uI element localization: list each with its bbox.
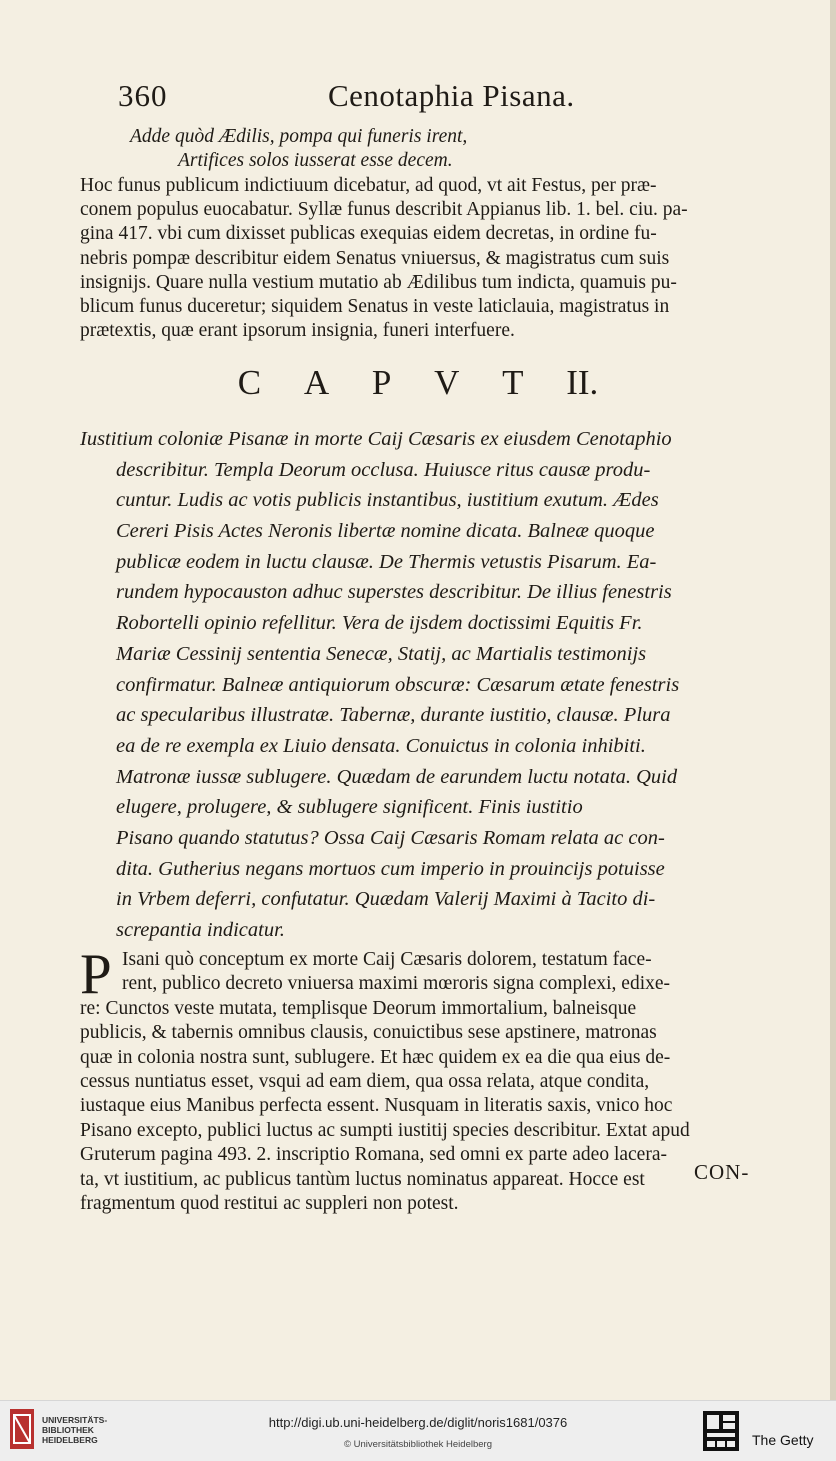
copyright-notice: © Universitätsbibliothek Heidelberg (344, 1439, 492, 1450)
summary-line: confirmatur. Balneæ antiquiorum obscuræ: Cæsarum ætate fenestris (116, 673, 680, 696)
catchword: CON- (694, 1160, 750, 1184)
text-line: ta, vt iustitium, ac publicus tantùm luctus nominatus appareat. Hocce est (80, 1168, 645, 1190)
viewer-footer (0, 1400, 836, 1461)
getty-logo-icon (703, 1411, 739, 1451)
text-line: blicum funus duceretur; siquidem Senatus in veste laticlauia, magistratus in (80, 295, 670, 317)
running-title: Cenotaphia Pisana. (328, 78, 575, 113)
text-line: fragmentum quod restitui ac suppleri non potest. (80, 1192, 459, 1214)
summary-line: ac specularibus illustratæ. Tabernæ, durante iustitio, clausæ. Plura (116, 704, 671, 727)
library-name-line: BIBLIOTHEK (42, 1425, 94, 1435)
text-line: Pisano excepto, publici luctus ac sumpti iustitij species describitur. Extat apud (80, 1119, 690, 1141)
body-paragraph (80, 943, 788, 1216)
summary-line: Pisano quando statutus? Ossa Caij Cæsaris Romam relata ac con- (116, 826, 665, 849)
summary-line: Robortelli opinio refellitur. Vera de ijsdem doctissimi Equitis Fr. (116, 612, 643, 635)
summary-line: Iustitium coloniæ Pisanæ in morte Caij Cæsaris ex eiusdem Cenotaphio (80, 428, 672, 450)
chapter-heading (0, 363, 836, 403)
summary-line: elugere, prolugere, & sublugere significent. Finis iustitio (116, 796, 583, 819)
text-line: nebris pompæ describitur eidem Senatus vniuersus, & magistratus cum suis (80, 247, 670, 269)
summary-line: Matronæ iussæ sublugere. Quædam de earundem luctu notata. Quid (116, 765, 678, 788)
paragraph-1 (80, 174, 786, 343)
summary-line: Cereri Pisis Actes Neronis libertæ nomine dicata. Balneæ quoque (116, 520, 655, 543)
heading-letter: C (237, 363, 262, 402)
text-line: re: Cunctos veste mutata, templisque Deorum immortalium, balneisque (80, 997, 637, 1019)
heading-letter: T (502, 363, 524, 402)
text-line: quæ in colonia nostra sunt, sublugere. Et hæc quidem ex ea die qua eius de- (80, 1046, 671, 1068)
partner-name: The Getty (752, 1432, 814, 1448)
summary-line: ea de re exempla ex Liuio densata. Conuictus in colonia inhibiti. (116, 734, 646, 757)
text-line: prætextis, quæ erant ipsorum insignia, funeri interfuere. (80, 320, 515, 342)
page-number: 360 (118, 78, 168, 113)
heading-letter: II. (566, 363, 599, 402)
summary-line: Mariæ Cessinij sententia Senecæ, Statij, ac Martialis testimonijs (116, 642, 647, 665)
summary-line: describitur. Templa Deorum occlusa. Huiusce ritus causæ produ- (116, 458, 651, 481)
text-line: Hoc funus publicum indictiuum dicebatur, ad quod, vt ait Festus, per præ- (80, 175, 657, 196)
page-header (118, 78, 718, 118)
summary-line: in Vrbem deferri, confutatur. Quædam Valerij Maximi à Tacito di- (116, 888, 656, 911)
page-edge (830, 0, 836, 1400)
text-line: cessus nuntiatus esset, vsqui ad eam diem, qua ossa relata, atque condita, (80, 1070, 650, 1092)
text-line: publicis, & tabernis omnibus clausis, conuictibus sese apstinere, matronas (80, 1022, 657, 1044)
heading-letter: A (303, 363, 330, 402)
text-line: conem populus euocabatur. Syllæ funus describit Appianus lib. 1. bel. ciu. pa- (80, 199, 688, 221)
summary-line: rundem hypocauston adhuc superstes describitur. De illius fenestris (116, 581, 672, 604)
text-line: Gruterum pagina 493. 2. inscriptio Romana, sed omni ex parte adeo lacera- (80, 1144, 667, 1166)
verse-line-2: Artifices solos iusserat esse decem. (178, 150, 453, 171)
library-name-line: UNIVERSITÄTS- (42, 1415, 108, 1425)
verse-line-1: Adde quòd Ædilis, pompa qui funeris irent, (130, 126, 468, 147)
summary-line: dita. Gutherius negans mortuos cum imperio in prouincijs potuisse (116, 857, 665, 880)
summary-line: screpantia indicatur. (116, 919, 285, 941)
text-line: rent, publico decreto vniuersa maximi mœroris signa complexi, edixe- (122, 973, 671, 995)
summary-line: cuntur. Ludis ac votis publicis instantibus, iustitium exutum. Ædes (116, 489, 659, 512)
text-line: gina 417. vbi cum dixisset publicas exequias eidem decretas, in ordine fu- (80, 223, 657, 245)
text-line: insignijs. Quare nulla vestium mutatio ab Ædilibus tum indicta, quamuis pu- (80, 271, 677, 293)
heading-letter: V (434, 363, 460, 402)
library-name-line: HEIDELBERG (42, 1435, 98, 1445)
heading-letter: P (371, 363, 392, 402)
text-line: Isani quò conceptum ex morte Caij Cæsaris dolorem, testatum face- (122, 949, 652, 970)
summary-line: publicæ eodem in luctu clausæ. De Thermis vetustis Pisarum. Ea- (116, 550, 657, 573)
text-line: iustaque eius Manibus perfecta essent. Nusquam in literatis saxis, vnico hoc (80, 1095, 673, 1117)
permalink-url[interactable]: http://digi.ub.uni-heidelberg.de/diglit/noris1681/0376 (268, 1415, 568, 1430)
chapter-summary (80, 424, 792, 946)
drop-cap: P (80, 943, 112, 1006)
